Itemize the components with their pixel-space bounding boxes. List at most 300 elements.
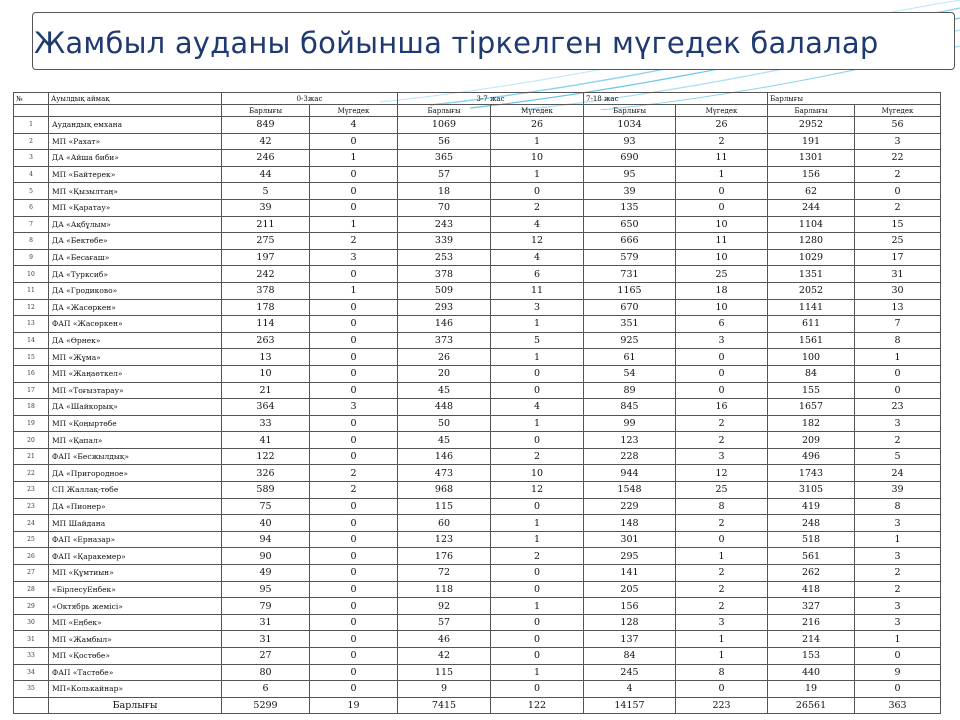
row-number: 12 [14, 299, 49, 316]
value-cell: 18 [676, 282, 768, 299]
district-name: ДА «Айша биби» [49, 150, 222, 167]
value-cell: 3 [310, 399, 398, 416]
district-name: ФАП «Тастөбе» [49, 664, 222, 681]
table-row [14, 548, 941, 565]
value-cell: 26 [398, 349, 491, 366]
row-number: 27 [14, 565, 49, 582]
row-number: 5 [14, 183, 49, 200]
value-cell: 365 [398, 150, 491, 167]
value-cell: 10 [676, 216, 768, 233]
row-number: 17 [14, 382, 49, 399]
table-row [14, 166, 941, 183]
value-cell: 2 [855, 432, 941, 449]
value-cell: 178 [222, 299, 310, 316]
value-cell: 0 [855, 365, 941, 382]
district-name: ДА «Турксиб» [49, 266, 222, 283]
value-cell: 16 [676, 399, 768, 416]
table-row [14, 199, 941, 216]
value-cell: 1 [676, 648, 768, 665]
total-value: 14157 [584, 697, 676, 714]
value-cell: 115 [398, 498, 491, 515]
value-cell: 0 [855, 183, 941, 200]
header-group-0-3: 0-3жас [222, 93, 398, 105]
value-cell: 0 [676, 183, 768, 200]
value-cell: 690 [584, 150, 676, 167]
value-cell: 2 [676, 565, 768, 582]
value-cell: 2 [491, 448, 584, 465]
value-cell: 42 [222, 133, 310, 150]
header-row-sub [14, 105, 941, 117]
value-cell: 11 [676, 233, 768, 250]
header-group-3-7: 3-7 жас [398, 93, 584, 105]
value-cell: 275 [222, 233, 310, 250]
row-number: 2 [14, 133, 49, 150]
value-cell: 156 [768, 166, 855, 183]
sub-header-total: Барлығы [768, 105, 855, 117]
value-cell: 3 [855, 415, 941, 432]
value-cell: 33 [222, 415, 310, 432]
value-cell: 1561 [768, 332, 855, 349]
value-cell: 944 [584, 465, 676, 482]
value-cell: 0 [491, 648, 584, 665]
value-cell: 2 [491, 548, 584, 565]
sub-header-total: Барлығы [398, 105, 491, 117]
header-district: Ауылдық аймақ [49, 93, 222, 105]
value-cell: 10 [491, 150, 584, 167]
value-cell: 0 [310, 531, 398, 548]
value-cell: 242 [222, 266, 310, 283]
table-row [14, 648, 941, 665]
value-cell: 0 [310, 681, 398, 698]
value-cell: 0 [310, 299, 398, 316]
table-row [14, 266, 941, 283]
district-name: ФАП «Бесжылдық» [49, 448, 222, 465]
value-cell: 327 [768, 598, 855, 615]
value-cell: 0 [491, 432, 584, 449]
table-row [14, 117, 941, 134]
district-name: ДА «Пионер» [49, 498, 222, 515]
district-name: ФАП «Жасөркен» [49, 316, 222, 333]
value-cell: 0 [491, 631, 584, 648]
value-cell: 40 [222, 515, 310, 532]
value-cell: 12 [676, 465, 768, 482]
value-cell: 1029 [768, 249, 855, 266]
row-number: 1 [14, 117, 49, 134]
sub-header-total: Барлығы [222, 105, 310, 117]
value-cell: 45 [398, 382, 491, 399]
table-row [14, 614, 941, 631]
row-number: 20 [14, 432, 49, 449]
value-cell: 3 [855, 598, 941, 615]
value-cell: 1 [855, 349, 941, 366]
value-cell: 364 [222, 399, 310, 416]
value-cell: 1301 [768, 150, 855, 167]
value-cell: 301 [584, 531, 676, 548]
value-cell: 248 [768, 515, 855, 532]
value-cell: 11 [491, 282, 584, 299]
value-cell: 1 [491, 349, 584, 366]
value-cell: 26 [491, 117, 584, 134]
value-cell: 92 [398, 598, 491, 615]
value-cell: 25 [676, 266, 768, 283]
district-name: МП «Қоңыртөбе [49, 415, 222, 432]
row-number: 14 [14, 332, 49, 349]
value-cell: 155 [768, 382, 855, 399]
value-cell: 156 [584, 598, 676, 615]
value-cell: 15 [855, 216, 941, 233]
row-number: 26 [14, 548, 49, 565]
table-row [14, 681, 941, 698]
value-cell: 1 [310, 150, 398, 167]
value-cell: 4 [491, 399, 584, 416]
sub-header-disabled: Мүгедек [310, 105, 398, 117]
value-cell: 378 [222, 282, 310, 299]
value-cell: 182 [768, 415, 855, 432]
district-name: МП «Тоғызтарау» [49, 382, 222, 399]
value-cell: 2 [310, 233, 398, 250]
value-cell: 191 [768, 133, 855, 150]
value-cell: 2052 [768, 282, 855, 299]
row-number: 9 [14, 249, 49, 266]
row-number: 7 [14, 216, 49, 233]
value-cell: 263 [222, 332, 310, 349]
table-row [14, 565, 941, 582]
district-name: МП «Рахат» [49, 133, 222, 150]
value-cell: 496 [768, 448, 855, 465]
value-cell: 0 [310, 332, 398, 349]
table-row [14, 299, 941, 316]
district-name: ДА «Ақбұлым» [49, 216, 222, 233]
district-name: ДА «Гродиково» [49, 282, 222, 299]
table-row [14, 432, 941, 449]
district-name: МП «Жаңаөткел» [49, 365, 222, 382]
value-cell: 153 [768, 648, 855, 665]
value-cell: 326 [222, 465, 310, 482]
value-cell: 84 [768, 365, 855, 382]
district-name: «Октябрь жемісі» [49, 598, 222, 615]
value-cell: 849 [222, 117, 310, 134]
value-cell: 1104 [768, 216, 855, 233]
value-cell: 0 [676, 681, 768, 698]
row-number: 31 [14, 631, 49, 648]
value-cell: 123 [398, 531, 491, 548]
district-name: МП «Қостөбе» [49, 648, 222, 665]
district-name: МП «Қапал» [49, 432, 222, 449]
value-cell: 100 [768, 349, 855, 366]
value-cell: 39 [855, 482, 941, 499]
value-cell: 1 [491, 166, 584, 183]
total-label: Барлығы [49, 697, 222, 714]
sub-header-total: Барлығы [584, 105, 676, 117]
value-cell: 0 [676, 199, 768, 216]
value-cell: 89 [584, 382, 676, 399]
value-cell: 845 [584, 399, 676, 416]
value-cell: 448 [398, 399, 491, 416]
district-name: ДА «Бесағаш» [49, 249, 222, 266]
value-cell: 6 [491, 266, 584, 283]
value-cell: 0 [676, 365, 768, 382]
value-cell: 1 [491, 598, 584, 615]
value-cell: 122 [222, 448, 310, 465]
table-row [14, 133, 941, 150]
value-cell: 0 [310, 631, 398, 648]
value-cell: 84 [584, 648, 676, 665]
value-cell: 57 [398, 614, 491, 631]
value-cell: 518 [768, 531, 855, 548]
header-row-groups [14, 93, 941, 105]
value-cell: 666 [584, 233, 676, 250]
value-cell: 0 [310, 166, 398, 183]
value-cell: 1 [676, 548, 768, 565]
table-row [14, 399, 941, 416]
value-cell: 114 [222, 316, 310, 333]
value-cell: 56 [855, 117, 941, 134]
district-name: МП«Колькайнар» [49, 681, 222, 698]
value-cell: 4 [491, 249, 584, 266]
value-cell: 246 [222, 150, 310, 167]
district-name: «БірлесуЕнбек» [49, 581, 222, 598]
value-cell: 4 [584, 681, 676, 698]
value-cell: 2 [676, 515, 768, 532]
row-number: 19 [14, 415, 49, 432]
value-cell: 205 [584, 581, 676, 598]
value-cell: 18 [398, 183, 491, 200]
data-table [13, 92, 941, 714]
value-cell: 1 [491, 664, 584, 681]
value-cell: 0 [676, 349, 768, 366]
value-cell: 0 [310, 548, 398, 565]
value-cell: 0 [310, 316, 398, 333]
value-cell: 0 [310, 183, 398, 200]
row-number: 28 [14, 581, 49, 598]
value-cell: 1548 [584, 482, 676, 499]
table-row [14, 183, 941, 200]
value-cell: 2 [855, 581, 941, 598]
value-cell: 3 [855, 133, 941, 150]
value-cell: 373 [398, 332, 491, 349]
value-cell: 0 [310, 133, 398, 150]
value-cell: 56 [398, 133, 491, 150]
value-cell: 146 [398, 316, 491, 333]
value-cell: 0 [491, 565, 584, 582]
total-value: 223 [676, 697, 768, 714]
total-value: 363 [855, 697, 941, 714]
value-cell: 8 [676, 498, 768, 515]
value-cell: 118 [398, 581, 491, 598]
value-cell: 1 [491, 415, 584, 432]
table-row [14, 332, 941, 349]
table-row [14, 282, 941, 299]
table-row [14, 415, 941, 432]
value-cell: 0 [310, 266, 398, 283]
district-name: ДА «Пригородное» [49, 465, 222, 482]
value-cell: 1351 [768, 266, 855, 283]
value-cell: 44 [222, 166, 310, 183]
value-cell: 3105 [768, 482, 855, 499]
row-number: 18 [14, 399, 49, 416]
district-name: МП «Еңбек» [49, 614, 222, 631]
table-row [14, 233, 941, 250]
table-row [14, 249, 941, 266]
table-row [14, 382, 941, 399]
value-cell: 0 [310, 199, 398, 216]
value-cell: 473 [398, 465, 491, 482]
total-value: 19 [310, 697, 398, 714]
value-cell: 1 [310, 216, 398, 233]
district-name: СП Жаллақ-төбе [49, 482, 222, 499]
value-cell: 378 [398, 266, 491, 283]
value-cell: 0 [310, 432, 398, 449]
row-number: 16 [14, 365, 49, 382]
value-cell: 75 [222, 498, 310, 515]
value-cell: 61 [584, 349, 676, 366]
value-cell: 123 [584, 432, 676, 449]
value-cell: 80 [222, 664, 310, 681]
value-cell: 50 [398, 415, 491, 432]
value-cell: 9 [855, 664, 941, 681]
table-row [14, 515, 941, 532]
value-cell: 1 [310, 282, 398, 299]
value-cell: 31 [222, 614, 310, 631]
value-cell: 731 [584, 266, 676, 283]
district-name: ФАП «Қаракемер» [49, 548, 222, 565]
row-number: 35 [14, 681, 49, 698]
value-cell: 17 [855, 249, 941, 266]
value-cell: 0 [310, 349, 398, 366]
value-cell: 670 [584, 299, 676, 316]
header-num: № [14, 93, 49, 105]
value-cell: 3 [855, 548, 941, 565]
table-row [14, 365, 941, 382]
district-name: МП «Қаратау» [49, 199, 222, 216]
value-cell: 10 [491, 465, 584, 482]
value-cell: 211 [222, 216, 310, 233]
value-cell: 95 [222, 581, 310, 598]
district-name: МП «Жамбыл» [49, 631, 222, 648]
value-cell: 650 [584, 216, 676, 233]
value-cell: 135 [584, 199, 676, 216]
table-row [14, 465, 941, 482]
value-cell: 419 [768, 498, 855, 515]
value-cell: 57 [398, 166, 491, 183]
row-number: 22 [14, 465, 49, 482]
value-cell: 19 [768, 681, 855, 698]
value-cell: 1280 [768, 233, 855, 250]
value-cell: 1069 [398, 117, 491, 134]
value-cell: 24 [855, 465, 941, 482]
total-value: 122 [491, 697, 584, 714]
value-cell: 8 [855, 498, 941, 515]
value-cell: 41 [222, 432, 310, 449]
value-cell: 214 [768, 631, 855, 648]
value-cell: 115 [398, 664, 491, 681]
row-number: 10 [14, 266, 49, 283]
total-value: 7415 [398, 697, 491, 714]
district-name: ФАП «Ерназар» [49, 531, 222, 548]
header-group-7-18: 7-18 жас [584, 93, 768, 105]
value-cell: 0 [310, 415, 398, 432]
value-cell: 245 [584, 664, 676, 681]
row-number: 4 [14, 166, 49, 183]
table-row [14, 531, 941, 548]
value-cell: 925 [584, 332, 676, 349]
value-cell: 197 [222, 249, 310, 266]
value-cell: 6 [676, 316, 768, 333]
district-name: ДА «Өрнек» [49, 332, 222, 349]
value-cell: 611 [768, 316, 855, 333]
value-cell: 418 [768, 581, 855, 598]
value-cell: 5 [855, 448, 941, 465]
value-cell: 0 [310, 365, 398, 382]
value-cell: 968 [398, 482, 491, 499]
value-cell: 1 [491, 515, 584, 532]
value-cell: 13 [855, 299, 941, 316]
value-cell: 2 [676, 598, 768, 615]
value-cell: 0 [491, 681, 584, 698]
value-cell: 8 [855, 332, 941, 349]
row-number: 15 [14, 349, 49, 366]
table-row [14, 598, 941, 615]
district-name: МП «Құмтиын» [49, 565, 222, 582]
value-cell: 25 [855, 233, 941, 250]
district-name: ДА «Жасөркен» [49, 299, 222, 316]
value-cell: 243 [398, 216, 491, 233]
value-cell: 0 [491, 614, 584, 631]
value-cell: 339 [398, 233, 491, 250]
value-cell: 8 [676, 664, 768, 681]
value-cell: 90 [222, 548, 310, 565]
value-cell: 30 [855, 282, 941, 299]
value-cell: 3 [676, 448, 768, 465]
value-cell: 70 [398, 199, 491, 216]
value-cell: 11 [676, 150, 768, 167]
district-name: МП Шайдана [49, 515, 222, 532]
table-row [14, 482, 941, 499]
value-cell: 0 [855, 382, 941, 399]
value-cell: 1 [676, 631, 768, 648]
row-number: 21 [14, 448, 49, 465]
value-cell: 22 [855, 150, 941, 167]
value-cell: 23 [855, 399, 941, 416]
row-number: 6 [14, 199, 49, 216]
value-cell: 0 [310, 581, 398, 598]
row-number: 8 [14, 233, 49, 250]
total-row [14, 697, 941, 714]
row-number: 23 [14, 498, 49, 515]
table-row [14, 631, 941, 648]
value-cell: 25 [676, 482, 768, 499]
value-cell: 62 [768, 183, 855, 200]
sub-header-disabled: Мүгедек [491, 105, 584, 117]
value-cell: 0 [310, 614, 398, 631]
row-number: 13 [14, 316, 49, 333]
value-cell: 20 [398, 365, 491, 382]
value-cell: 10 [676, 249, 768, 266]
table-row [14, 216, 941, 233]
value-cell: 0 [676, 382, 768, 399]
table-row [14, 316, 941, 333]
value-cell: 54 [584, 365, 676, 382]
value-cell: 0 [855, 648, 941, 665]
page-title: Жамбыл ауданы бойынша тіркелген мүгедек балалар [34, 26, 879, 60]
value-cell: 31 [222, 631, 310, 648]
value-cell: 0 [491, 581, 584, 598]
value-cell: 46 [398, 631, 491, 648]
value-cell: 146 [398, 448, 491, 465]
value-cell: 137 [584, 631, 676, 648]
value-cell: 3 [855, 614, 941, 631]
value-cell: 2 [676, 415, 768, 432]
